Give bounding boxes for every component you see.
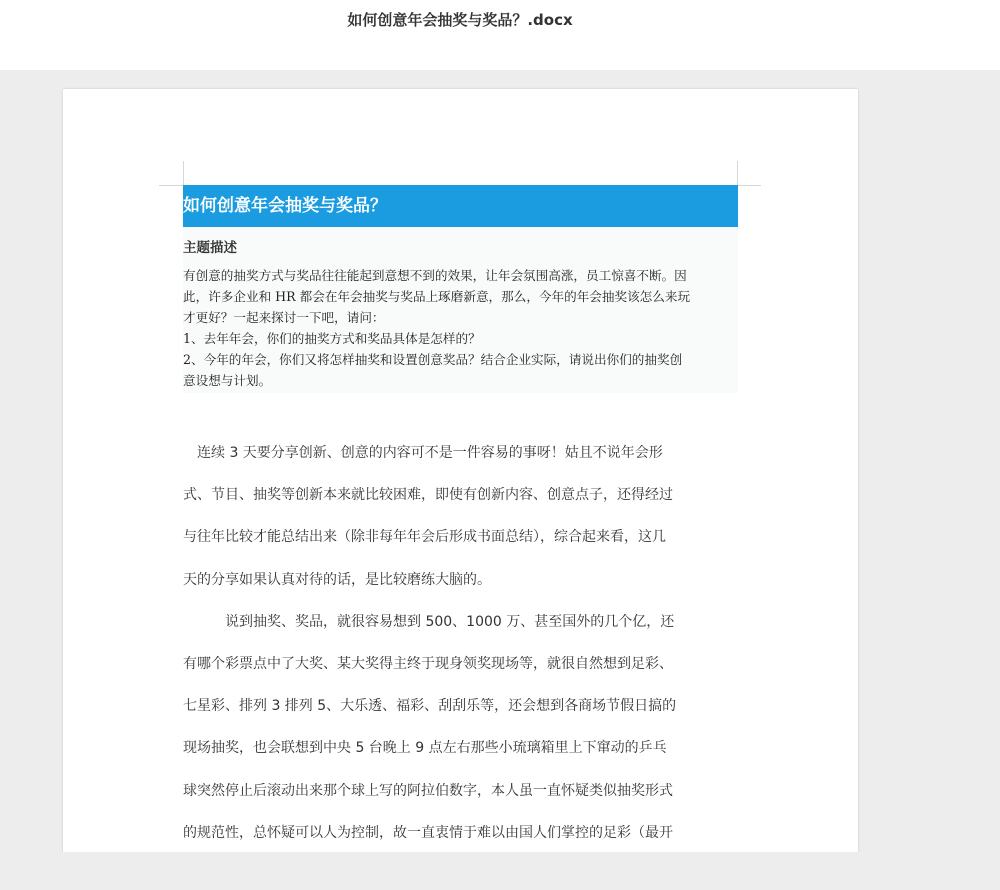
margin-mark: [737, 161, 738, 185]
body-line: 七星彩、排列 3 排列 5、大乐透、福彩、刮刮乐等，还会想到各商场节假日搞的: [183, 698, 677, 715]
description-line: 此，许多企业和 HR 都会在年会抽奖与奖品上琢磨新意，那么，今年的年会抽奖该怎么来玩: [183, 289, 691, 304]
body-line: 说到抽奖、奖品，就很容易想到 500、1000 万、甚至国外的几个亿，还: [183, 613, 675, 630]
body-line: 球突然停止后滚动出来那个球上写的阿拉伯数字，本人虽一直怀疑类似抽奖形式: [183, 782, 673, 799]
body-line: 式、节目、抽奖等创新本来就比较困难，即使有创新内容、创意点子，还得经过: [183, 487, 673, 504]
body-line: 的规范性，总怀疑可以人为控制，故一直衷情于难以由国人们掌控的足彩（最开: [183, 824, 673, 841]
bottom-bar: [0, 852, 1000, 890]
body-line: 连续 3 天要分享创新、创意的内容可不是一件容易的事呀！姑且不说年会形: [183, 445, 663, 461]
body-text: [183, 432, 743, 852]
body-line: 现场抽奖，也会联想到中央 5 台晚上 9 点左右那些小琉璃箱里上下窜动的乒乓: [183, 740, 667, 757]
topic-card: [183, 185, 738, 393]
margin-mark: [737, 185, 761, 186]
margin-mark: [159, 185, 183, 186]
body-line: 与往年比较才能总结出来（除非每年年会后形成书面总结），综合起来看，这几: [183, 529, 666, 546]
body-line: 有哪个彩票点中了大奖、某大奖得主终于现身领奖现场等，就很自然想到足彩、: [183, 655, 673, 672]
title-bar: [0, 0, 1000, 70]
topic-description: [183, 265, 738, 391]
description-line: 才更好？一起来探讨一下吧，请问：: [183, 310, 385, 325]
description-line: 1、去年年会，你们的抽奖方式和奖品具体是怎样的？: [183, 331, 481, 346]
document-page: [63, 89, 858, 852]
topic-subheading: 主题描述: [183, 240, 237, 256]
document-viewer[interactable]: [0, 70, 1000, 852]
margin-mark: [183, 161, 184, 185]
description-line: 2、今年的年会，你们又将怎样抽奖和设置创意奖品？结合企业实际，请说出你们的抽奖创: [183, 352, 683, 367]
body-line: 天的分享如果认真对待的话，是比较磨练大脑的。: [183, 571, 491, 588]
description-line: 意设想与计划。: [183, 373, 272, 388]
topic-heading: 如何创意年会抽奖与奖品？: [183, 185, 738, 227]
description-line: 有创意的抽奖方式与奖品往往能起到意想不到的效果，让年会氛围高涨，员工惊喜不断。因: [183, 268, 687, 283]
document-title: 如何创意年会抽奖与奖品？.docx: [347, 11, 573, 29]
